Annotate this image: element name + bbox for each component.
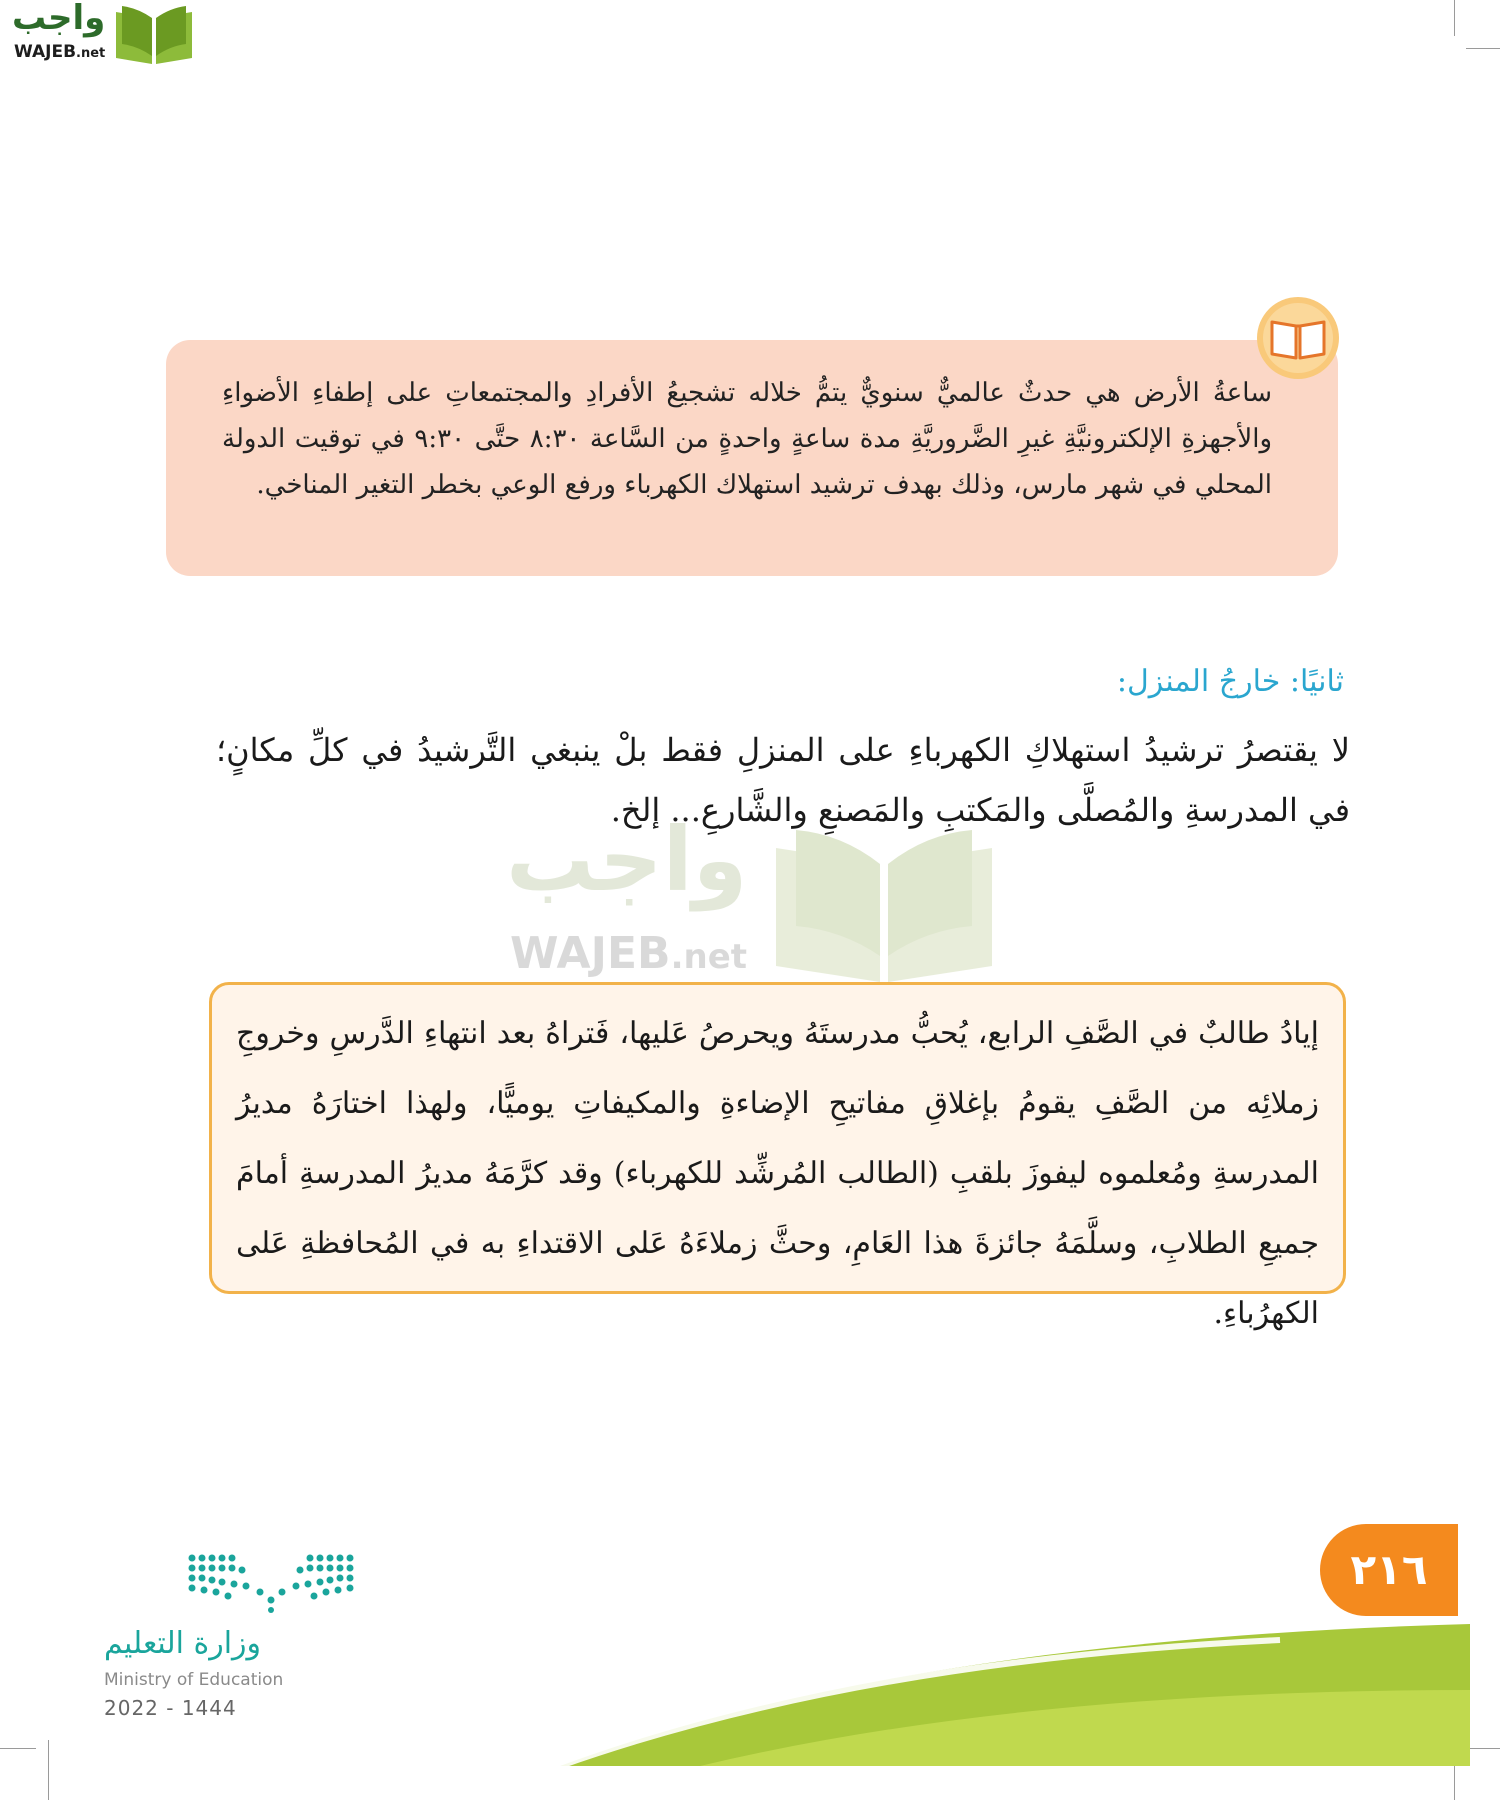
watermark-arabic: واجب [506,808,748,911]
section-heading: ثانيًا: خارجُ المنزل: [1116,664,1344,699]
section-paragraph: لا يقتصرُ ترشيدُ استهلاكِ الكهرباءِ على المنزلِ فقط بلْ ينبغي التَّرشيدُ في كلِّ مكانٍ؛ في المدرسةِ والمُصلَّى والمَكتبِ والمَصنعِ والشَّارعِ... إلخ. [216,731,1351,829]
edition-year: 2022 - 1444 [104,1696,237,1720]
page-number-badge: ٢١٦ [1320,1524,1458,1616]
brand-logo-arabic: واجب [12,0,106,38]
earth-hour-text: ساعةُ الأرض هي حدثٌ عالميٌّ سنويٌّ يتمُّ خلاله تشجيعُ الأفرادِ والمجتمعاتِ على إطفاءِ الأضواءِ والأجهزةِ الإلكترونيَّةِ غيرِ الضَّروريَّةِ مدة ساعةٍ واحدةٍ من السَّاعة ٨:٣٠ حتَّى ٩:٣٠ في توقيت الدولة المحلي في شهر مارس، وذلك بهدف ترشيد استهلاك الكهرباء ورفع الوعي بخطر التغير المناخي. [222,378,1273,500]
ministry-name-arabic: وزارة التعليم [104,1626,262,1661]
watermark-english: WAJEB.net [510,928,748,979]
ministry-dots-icon [186,1552,356,1614]
story-text: إيادُ طالبٌ في الصَّفِ الرابع، يُحبُّ مدرستَهُ ويحرصُ عَليها، فَتراهُ بعد انتهاءِ الدَّرسِ وخروجِ زملائِه من الصَّفِ يقومُ بإغلاقِ مفاتيحِ الإضاءةِ والمكيفاتِ يوميًّا، ولهذا اختارَهُ مديرُ المدرسةِ ومُعلموه ليفوزَ بلقبِ (الطالب المُرشِّد للكهرباء) وقد كرَّمَهُ مديرُ المدرسةِ أمامَ جميعِ الطلابِ، وسلَّمَهُ جائزةَ هذا العَامِ، وحثَّ زملاءَهُ عَلى الاقتداءِ به في المُحافظةِ عَلى الكهرُباءِ. [236,1016,1320,1331]
brand-logo-english: WAJEB.net [14,42,106,62]
ministry-logo [100,1552,380,1720]
ministry-name-english: Ministry of Education [104,1670,284,1690]
